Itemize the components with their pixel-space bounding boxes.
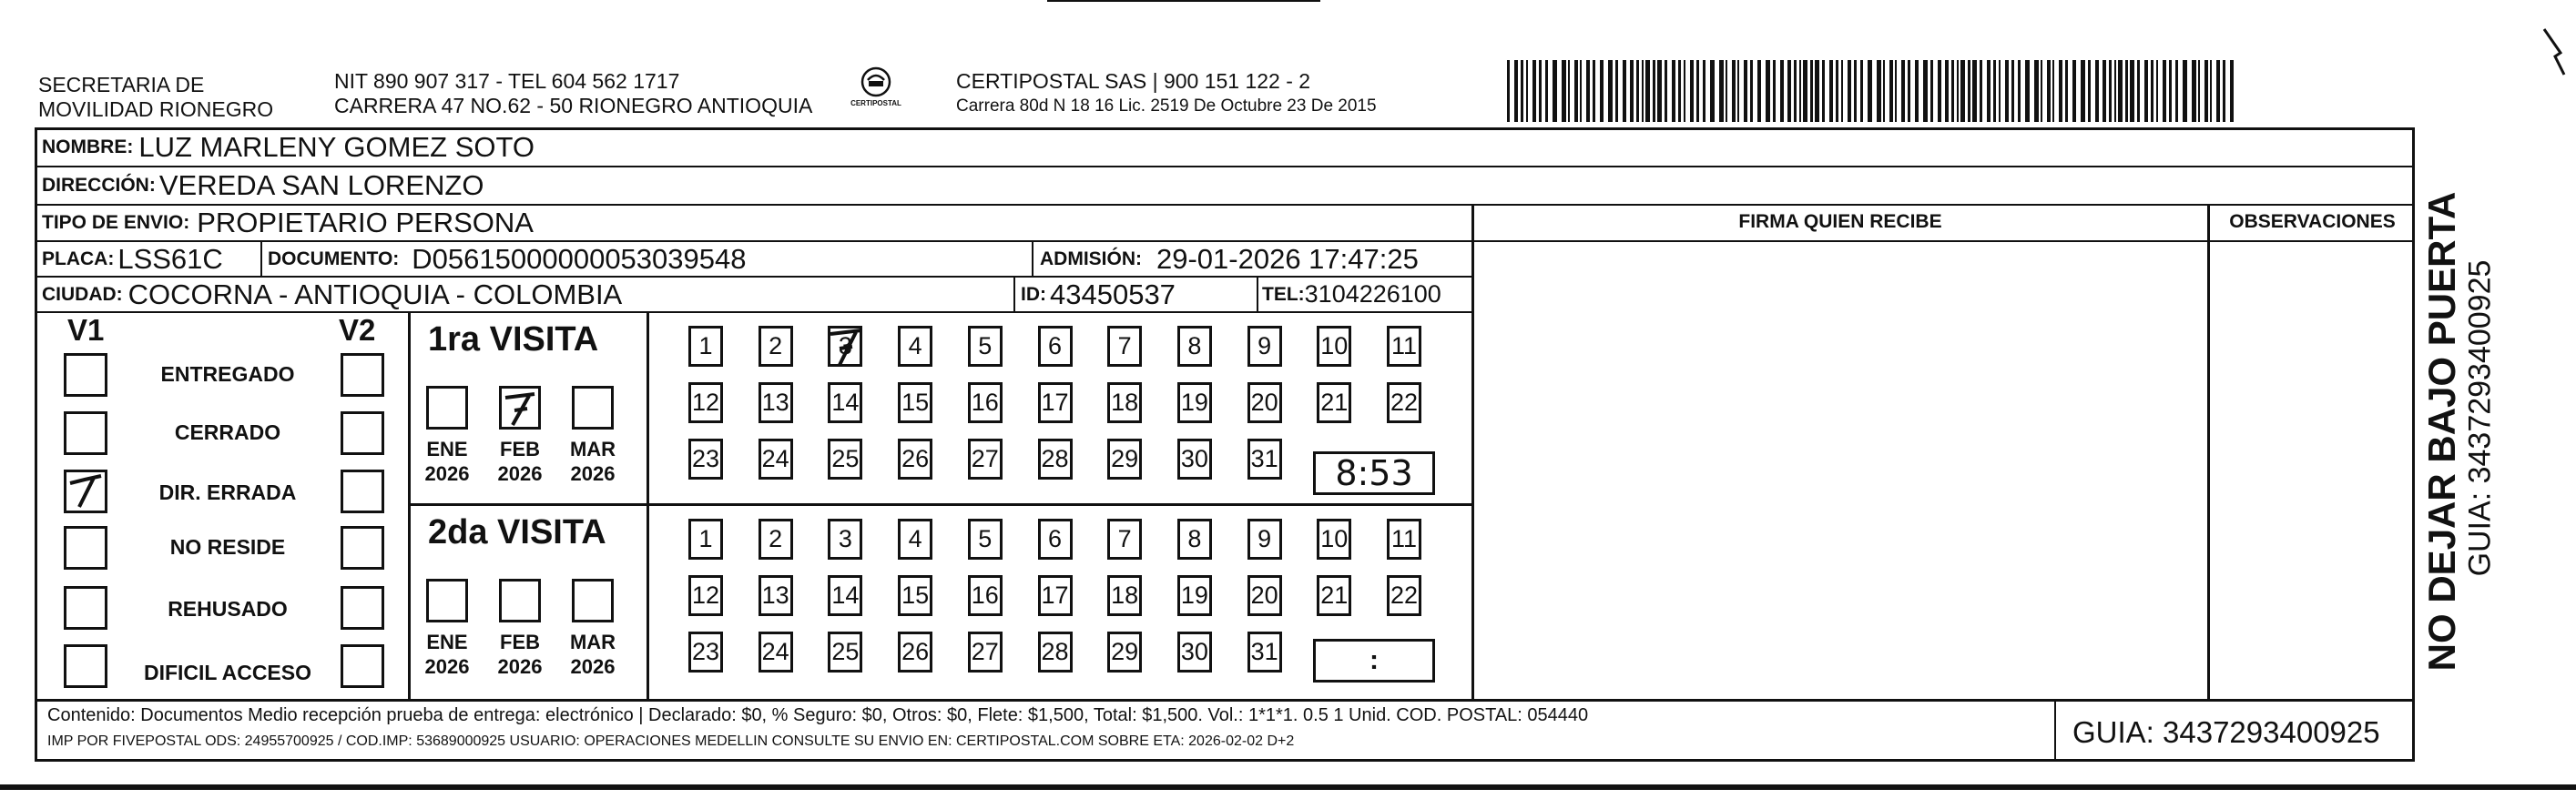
admission-cell [1040,241,1419,277]
v1-checkbox-cerrado[interactable] [64,411,107,455]
second-visit-time: : [1369,645,1379,675]
first-visit-day-12[interactable]: 12 [688,382,723,423]
second-visit-day-4[interactable]: 4 [898,519,932,560]
col-admission-sep [1032,240,1033,277]
second-visit-day-12[interactable]: 12 [688,575,723,616]
second-visit-day-27[interactable]: 27 [968,632,1003,673]
status-label-cerrado: CERRADO [174,420,281,444]
signature-header: FIRMA QUIEN RECIBE [1738,211,1942,232]
side-guide: GUIA: 3437293400925 [2462,259,2498,577]
courier-line1: CERTIPOSTAL SAS | 900 151 122 - 2 [956,69,1311,93]
first-visit-day-16[interactable]: 16 [968,382,1003,423]
second-visit-day-16[interactable]: 16 [968,575,1003,616]
second-month-feb-box[interactable] [499,579,541,622]
second-visit-day-24[interactable]: 24 [759,632,793,673]
doc-label: DOCUMENTO: [268,248,400,269]
first-visit-day-9[interactable]: 9 [1247,326,1282,367]
first-month-ene-label: ENE 2026 [424,438,470,485]
status-label-entregado: ENTREGADO [160,362,295,386]
type-row [42,205,534,241]
first-visit-day-13[interactable]: 13 [759,382,793,423]
first-visit-day-17[interactable]: 17 [1038,382,1073,423]
first-visit-day-11[interactable]: 11 [1387,326,1421,367]
status-label-dificil-acceso: DIFICIL ACCESO [143,661,311,684]
tel-value: 3104226100 [1304,280,1441,308]
second-month-ene-label: ENE 2026 [424,631,470,678]
second-visit-day-8[interactable]: 8 [1177,519,1212,560]
first-visit-time-box[interactable] [1313,451,1435,495]
second-visit-day-26[interactable]: 26 [898,632,932,673]
logo-text: CERTIPOSTAL [850,99,901,107]
v2-checkbox-rehusado[interactable] [341,586,384,630]
first-visit-day-5[interactable]: 5 [968,326,1003,367]
rule-footer [35,699,2415,702]
v2-checkbox-cerrado[interactable] [341,411,384,455]
courier-line2: Carrera 80d N 18 16 Lic. 2519 De Octubre 23 De 2015 [956,96,1377,116]
first-visit-day-4[interactable]: 4 [898,326,932,367]
first-visit-day-10[interactable]: 10 [1317,326,1351,367]
second-visit-day-11[interactable]: 11 [1387,519,1421,560]
v2-header: V2 [339,313,376,347]
first-visit-day-24[interactable]: 24 [759,439,793,480]
type-value: PROPIETARIO PERSONA [197,207,534,238]
certipostal-logo [840,66,912,120]
second-visit-day-14[interactable]: 14 [828,575,862,616]
name-label: NOMBRE: [42,137,134,157]
barcode-graphic [1507,60,2240,122]
v1-checkbox-entregado[interactable] [64,353,107,397]
second-visit-day-20[interactable]: 20 [1247,575,1282,616]
second-visit-day-10[interactable]: 10 [1317,519,1351,560]
second-visit-day-17[interactable]: 17 [1038,575,1073,616]
second-visit-day-6[interactable]: 6 [1038,519,1073,560]
first-visit-day-25[interactable]: 25 [828,439,862,480]
plate-label: PLACA: [42,248,115,269]
address-row [42,167,484,205]
first-visit-day-8[interactable]: 8 [1177,326,1212,367]
barcode [1507,60,2240,122]
contact-block [334,69,812,118]
v2-checkbox-entregado[interactable] [341,353,384,397]
first-visit-day-30[interactable]: 30 [1177,439,1212,480]
second-visit-title: 2da VISITA [428,513,606,551]
courier-block [956,69,1377,118]
logo-icon [856,66,896,98]
first-visit-day-27[interactable]: 27 [968,439,1003,480]
first-month-feb-box[interactable] [499,386,541,430]
first-visit-day-2[interactable]: 2 [759,326,793,367]
first-visit-day-23[interactable]: 23 [688,439,723,480]
second-month-mar-label: MAR 2026 [569,631,616,678]
address-value: VEREDA SAN LORENZO [158,169,484,201]
tel-label: TEL: [1262,283,1305,305]
observations-header: OBSERVACIONES [2229,211,2396,232]
city-value: COCORNA - ANTIOQUIA - COLOMBIA [127,278,623,310]
second-visit-day-30[interactable]: 30 [1177,632,1212,673]
bottom-edge [0,784,2576,790]
tel-cell [1262,277,1441,312]
first-visit-day-29[interactable]: 29 [1107,439,1142,480]
contact-line1: NIT 890 907 317 - TEL 604 562 1717 [334,69,680,93]
first-visit-day-14[interactable]: 14 [828,382,862,423]
second-visit-day-28[interactable]: 28 [1038,632,1073,673]
second-visit-day-21[interactable]: 21 [1317,575,1351,616]
first-visit-day-31[interactable]: 31 [1247,439,1282,480]
issuer-line2: MOVILIDAD RIONEGRO [38,97,274,121]
second-visit-day-5[interactable]: 5 [968,519,1003,560]
second-visit-day-19[interactable]: 19 [1177,575,1212,616]
first-visit-title: 1ra VISITA [428,320,599,359]
v1-checkbox-dificil-acceso[interactable] [64,644,107,688]
first-visit-day-1[interactable]: 1 [688,326,723,367]
rule-col-heads [1471,240,2415,242]
second-visit-time-box[interactable] [1313,639,1435,683]
v2-checkbox-no-reside[interactable] [341,526,384,570]
city-cell [42,277,622,312]
v1-checkbox-rehusado[interactable] [64,586,107,630]
first-visit-day-26[interactable]: 26 [898,439,932,480]
second-visit-day-18[interactable]: 18 [1107,575,1142,616]
second-visit-day-23[interactable]: 23 [688,632,723,673]
status-label-rehusado: REHUSADO [168,597,288,621]
first-visit-day-20[interactable]: 20 [1247,382,1282,423]
first-visit-day-3[interactable]: 3 [828,326,862,367]
status-label-no-reside: NO RESIDE [169,535,286,559]
handwritten-check-icon [502,389,538,427]
address-label: DIRECCIÓN: [42,175,156,196]
plate-value: LSS61C [117,242,223,275]
col-id-sep [1013,276,1015,312]
first-month-mar-label: MAR 2026 [569,438,616,485]
col-obs-left [2207,204,2210,701]
second-visit-day-1[interactable]: 1 [688,519,723,560]
v2-checkbox-dir-errada[interactable] [341,470,384,513]
first-visit-day-19[interactable]: 19 [1177,382,1212,423]
side-warning: NO DEJAR BAJO PUERTA [2420,191,2463,672]
contact-line2: CARRERA 47 NO.62 - 50 RIONEGRO ANTIOQUIA [334,94,813,117]
plate-cell [42,241,223,277]
top-rule [1047,0,1320,2]
second-month-feb-label: FEB 2026 [497,631,543,678]
col-months-right [647,311,649,701]
first-month-feb-label: FEB 2026 [497,438,543,485]
type-label: TIPO DE ENVIO: [42,212,190,233]
handwritten-check-icon [66,472,105,511]
second-visit-day-13[interactable]: 13 [759,575,793,616]
v2-checkbox-dificil-acceso[interactable] [341,644,384,688]
second-month-ene-box[interactable] [426,579,468,622]
side-text [2415,127,2498,762]
second-visit-day-3[interactable]: 3 [828,519,862,560]
id-value: 43450537 [1050,278,1176,310]
first-month-mar-box[interactable] [572,386,614,430]
corner-mark [2540,25,2568,80]
first-visit-day-6[interactable]: 6 [1038,326,1073,367]
issuer-block [38,73,273,122]
name-row [42,128,535,167]
col-signature-left [1471,204,1474,701]
first-visit-time: 8:53 [1335,453,1413,493]
second-month-mar-box[interactable] [572,579,614,622]
first-visit-day-28[interactable]: 28 [1038,439,1073,480]
first-visit-day-22[interactable]: 22 [1387,382,1421,423]
second-visit-day-7[interactable]: 7 [1107,519,1142,560]
status-label-dir-errada: DIR. ERRADA [158,480,297,504]
second-visit-day-9[interactable]: 9 [1247,519,1282,560]
doc-cell [268,241,746,277]
v1-header: V1 [67,313,105,347]
v1-checkbox-dir-errada[interactable] [64,470,107,513]
first-visit-day-7[interactable]: 7 [1107,326,1142,367]
rule-visits-mid [410,503,1473,506]
first-visit-day-15[interactable]: 15 [898,382,932,423]
second-visit-day-22[interactable]: 22 [1387,575,1421,616]
id-cell [1021,277,1176,312]
admission-label: ADMISIÓN: [1040,248,1142,269]
v1-checkbox-no-reside[interactable] [64,526,107,570]
col-status-right [408,311,411,701]
first-month-ene-box[interactable] [426,386,468,430]
id-label: ID: [1021,283,1046,305]
footer-print-info: IMP POR FIVEPOSTAL ODS: 24955700925 / COD.IMP: 53689000925 USUARIO: OPERACIONES MEDELLIN CONSULTE SU ENVIO EN: CERTIPOSTAL.COM SOBRE ETA: 2026-02-02 D+2 [47,733,1295,749]
col-footer-guide [2054,699,2056,762]
city-label: CIUDAD: [42,283,123,305]
second-visit-day-25[interactable]: 25 [828,632,862,673]
admission-value: 29-01-2026 17:47:25 [1156,242,1419,275]
second-visit-day-2[interactable]: 2 [759,519,793,560]
first-visit-day-18[interactable]: 18 [1107,382,1142,423]
second-visit-day-29[interactable]: 29 [1107,632,1142,673]
first-visit-day-21[interactable]: 21 [1317,382,1351,423]
handwritten-check-icon [825,323,867,369]
col-plate-sep [260,240,262,277]
second-visit-day-15[interactable]: 15 [898,575,932,616]
name-value: LUZ MARLENY GOMEZ SOTO [138,131,535,163]
footer-guide: GUIA: 3437293400925 [2072,715,2380,749]
doc-value: D05615000000053039548 [412,242,747,275]
col-tel-sep [1257,276,1258,312]
issuer-line1: SECRETARIA DE [38,73,205,96]
footer-content: Contenido: Documentos Medio recepción prueba de entrega: electrónico | Declarado: $0, % Seguro: $0, Otros: $0, Flete: $1,500, Total: $1,500. Vol.: 1*1*1. 0.5 1 Unid. COD. POSTAL: 054440 [47,705,1589,725]
second-visit-day-31[interactable]: 31 [1247,632,1282,673]
